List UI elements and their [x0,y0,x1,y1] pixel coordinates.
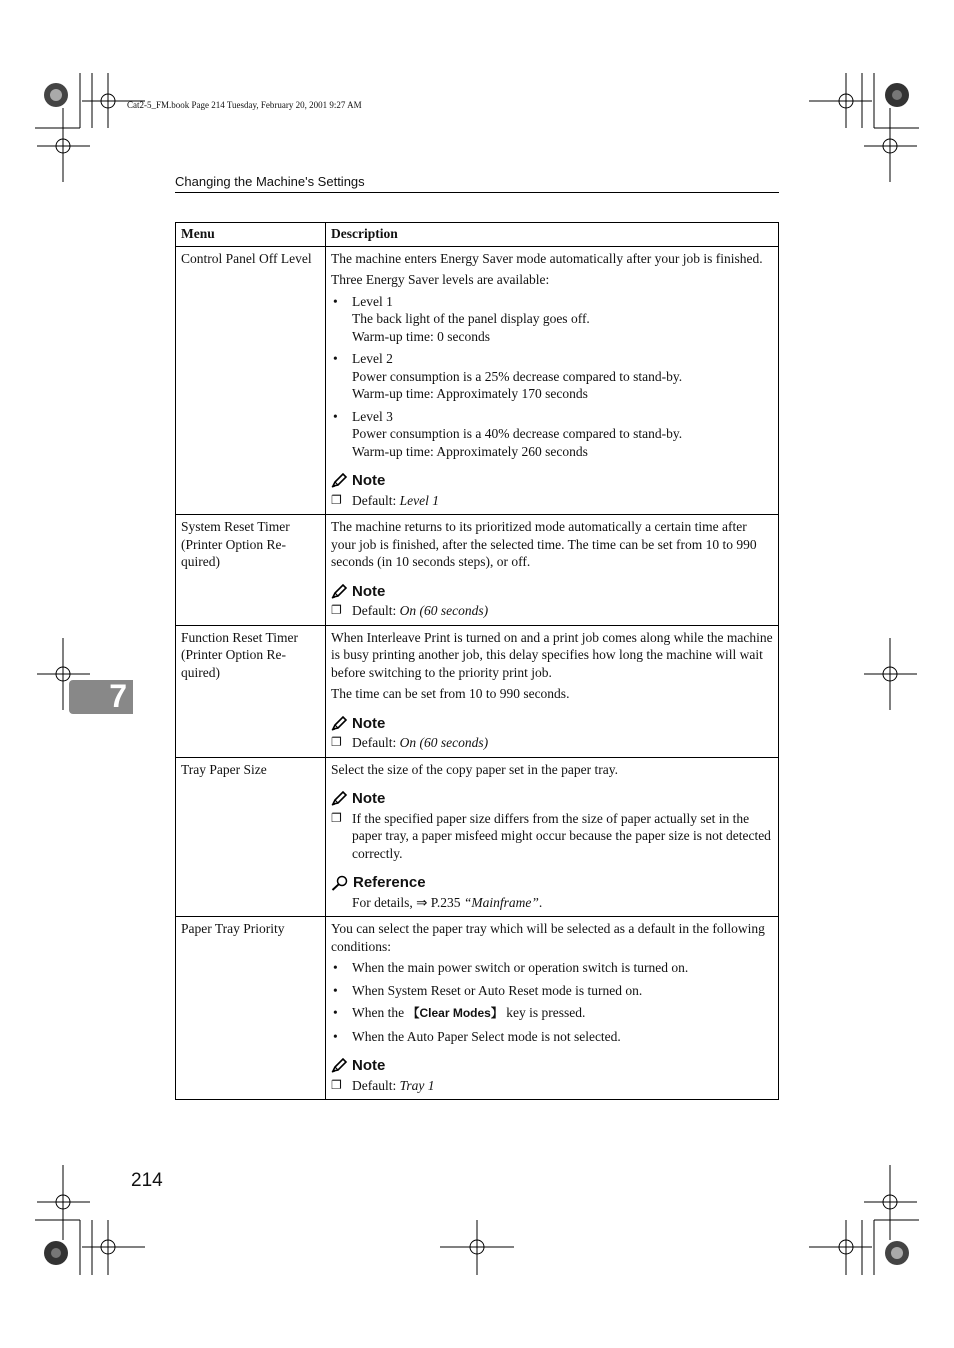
menu-cell: Function Reset Timer (Printer Option Re- quired) [176,625,326,757]
description-cell [326,917,779,1100]
clear-modes-key: 【Clear Modes】 [407,1006,503,1020]
running-head: Changing the Machine's Settings [175,174,779,193]
default-note: ❐ Default: Tray 1 [331,1077,773,1095]
description-cell [326,515,779,626]
list-item: • When the 【Clear Modes】 key is pressed. [331,1004,773,1023]
settings-table [175,222,779,1100]
description-text: The machine enters Energy Saver mode automatically after your job is finished. [331,250,763,266]
menu-cell: Paper Tray Priority [176,917,326,1100]
pencil-icon [331,791,348,806]
chapter-tab [69,680,133,714]
list-item: • Level 2 Power consumption is a 25% decrease compared to stand-by. Warm-up time: Approximately 170 seconds [331,350,773,403]
description-cell [326,246,779,515]
list-item: • When System Reset or Auto Reset mode is turned on. [331,982,773,1000]
description-text: When Interleave Print is turned on and a print job comes along while the machine is busy printing another job, this delay specifies how long the machine will wait before switching to the priority print job. [331,629,773,680]
pencil-icon [331,1058,348,1073]
pencil-icon [331,716,348,731]
chapter-number: 7 [109,678,127,714]
reference-link[interactable]: “Mainframe” [463,894,539,910]
description-text: Select the size of the copy paper set in the paper tray. [331,761,619,777]
description-text: Three Energy Saver levels are available: [331,272,550,287]
list-item: • When the main power switch or operation switch is turned on. [331,959,773,977]
table-header-row [176,223,779,247]
menu-cell: Tray Paper Size [176,757,326,917]
note-heading: Note [331,790,773,808]
description-cell [326,757,779,917]
default-note: ❐ Default: On (60 seconds) [331,602,773,620]
default-note: ❐ Default: On (60 seconds) [331,734,773,752]
list-item: • Level 3 Power consumption is a 40% decrease compared to stand-by. Warm-up time: Approximately 260 seconds [331,408,773,461]
note-heading: Note [331,472,773,490]
table-row [176,757,779,917]
reference-heading: Reference [331,874,773,892]
table-row [176,917,779,1100]
table-row [176,515,779,626]
list-item: • When the Auto Paper Select mode is not selected. [331,1028,773,1046]
menu-column-header: Menu [176,223,326,247]
list-item: • Level 1 The back light of the panel display goes off. Warm-up time: 0 seconds [331,293,773,346]
description-column-header: Description [326,223,779,247]
description-text: You can select the paper tray which will be selected as a default in the following conditions: [331,921,765,954]
description-text: The machine returns to its prioritized mode automatically a certain time after your job is finished, after the selected time. The time can be set from 10 to 990 seconds (in 10 seconds steps), or off. [331,519,757,569]
table-row [176,625,779,757]
menu-cell: Control Panel Off Level [176,246,326,515]
magnifier-icon [331,875,349,891]
note-heading: Note [331,1057,773,1075]
note-text: ❐ If the specified paper size differs from the size of paper actually set in the paper tray, a paper misfeed might occur because the paper size is not detected correctly. [331,810,773,863]
description-text: The time can be set from 10 to 990 seconds. [331,686,570,701]
note-heading: Note [331,715,773,733]
page-number: 214 [131,1170,163,1191]
pencil-icon [331,584,348,599]
default-note: ❐ Default: Level 1 [331,492,773,510]
description-cell [326,625,779,757]
pencil-icon [331,473,348,488]
note-heading: Note [331,583,773,601]
level-list [331,293,773,461]
reference-text: For details, ⇒ P.235 “Mainframe”. [352,894,543,910]
menu-cell: System Reset Timer (Printer Option Re- quired) [176,515,326,626]
condition-list [331,959,773,1045]
file-info: Cat2-5_FM.book Page 214 Tuesday, February 20, 2001 9:27 AM [127,100,362,110]
table-row [176,246,779,515]
